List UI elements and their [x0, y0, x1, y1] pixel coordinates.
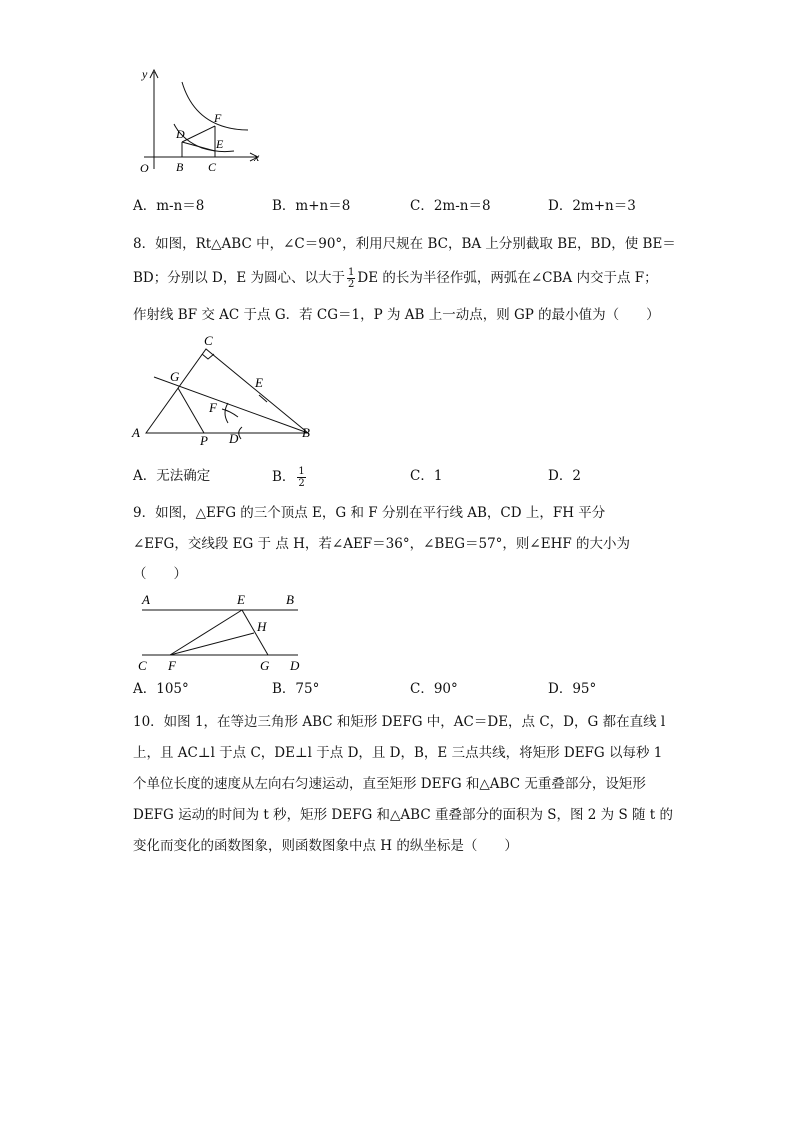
q9-option-a[interactable]: A．105° [133, 681, 189, 697]
q8-text-line-3: 作射线 BF 交 AC 于点 G．若 CG＝1，P 为 AB 上一动点，则 GP 的最小值为（ ） [133, 307, 660, 323]
q8-text-line-2 [133, 267, 658, 290]
q8-figure [128, 333, 328, 453]
q9-text-line-1: 9．如图，△EFG 的三个顶点 E，G 和 F 分别在平行线 AB，CD 上，FH 平分 [133, 505, 606, 521]
arc-f-1 [225, 403, 228, 423]
label-x: x [254, 150, 260, 164]
q8-text-line-1: 8．如图，Rt△ABC 中，∠C＝90°，利用尺规在 BC，BA 上分别截取 BE，BD，使 BE＝ [133, 236, 676, 252]
label-d: D [290, 658, 300, 673]
q9-option-b[interactable]: B．75° [272, 681, 320, 697]
q9-option-d[interactable]: D．95° [548, 681, 597, 697]
q10-text-line-2: 上，且 AC⊥l 于点 C，DE⊥l 于点 D，且 D，B，E 三点共线，将矩形 DEFG 以每秒 1 [133, 745, 663, 761]
label-y: y [142, 67, 148, 81]
q9-text-line-2: ∠EFG，交线段 EG 于 点 H，若∠AEF＝36°，∠BEG＝57°，则∠EHF 的大小为 [133, 536, 631, 552]
q8-text-line-2a: BD；分别以 D，E 为圆心、以大于 [133, 270, 346, 286]
label-a: A [132, 425, 140, 440]
q8-option-a[interactable]: A．无法确定 [133, 468, 211, 484]
q8-option-b[interactable] [272, 466, 308, 489]
segment-de [182, 142, 215, 151]
arc-f-2 [222, 409, 238, 417]
q8-option-b-prefix: B． [272, 469, 296, 485]
label-b: B [302, 425, 310, 440]
label-e: E [255, 375, 263, 390]
q7-option-b[interactable]: B．m+n＝8 [272, 198, 351, 214]
label-d: D [229, 431, 239, 446]
label-o: O [140, 161, 149, 175]
fraction-half [347, 267, 355, 290]
fraction-denominator: 2 [298, 478, 305, 489]
fraction-denominator: 2 [348, 279, 355, 290]
label-b: B [286, 592, 294, 607]
q8-text-line-2b: DE 的长为半径作弧，两弧在∠CBA 内交于点 F； [357, 270, 658, 286]
q10-text-line-1: 10．如图 1，在等边三角形 ABC 和矩形 DEFG 中，AC＝DE，点 C，D，G 都在直线 l [133, 714, 666, 730]
label-c: C [208, 160, 217, 174]
segment-ef [170, 610, 242, 655]
label-f: F [168, 658, 176, 673]
q8-option-c[interactable]: C．1 [410, 468, 443, 484]
q9-option-c[interactable]: C．90° [410, 681, 458, 697]
q10-text-line-3: 个单位长度的速度从左向右匀速运动，直至矩形 DEFG 和△ABC 无重叠部分，设矩形 [133, 776, 646, 792]
label-d: D [176, 127, 185, 141]
label-a: A [142, 592, 150, 607]
label-f: F [209, 400, 217, 415]
label-g: G [170, 369, 180, 384]
q9-text-line-3: （ ） [133, 566, 187, 582]
label-e: E [216, 137, 224, 151]
label-c: C [138, 658, 147, 673]
q7-option-c[interactable]: C．2m-n＝8 [410, 198, 491, 214]
ray-bf [154, 377, 308, 433]
label-e: E [237, 592, 245, 607]
label-b: B [176, 160, 184, 174]
q7-option-a[interactable]: A．m-n＝8 [133, 198, 205, 214]
label-f: F [214, 111, 222, 125]
q9-figure [130, 590, 310, 676]
q8-option-d[interactable]: D．2 [548, 468, 581, 484]
label-p: P [200, 433, 208, 448]
q10-text-line-5: 变化而变化的函数图象，则函数图象中点 H 的纵坐标是（ ） [133, 838, 518, 854]
segment-fh [170, 633, 254, 655]
fraction-half [297, 466, 305, 489]
q7-option-d[interactable]: D．2m+n＝3 [548, 198, 636, 214]
fraction-numerator: 1 [298, 466, 305, 477]
fraction-numerator: 1 [348, 267, 355, 278]
segment-gp [178, 388, 204, 433]
label-h: H [257, 619, 267, 634]
q10-text-line-4: DEFG 运动的时间为 t 秒，矩形 DEFG 和△ABC 重叠部分的面积为 S，图 2 为 S 随 t 的 [133, 807, 674, 823]
label-g: G [260, 658, 270, 673]
label-c: C [204, 333, 213, 348]
q7-figure [130, 64, 270, 179]
segment-df [182, 126, 215, 142]
